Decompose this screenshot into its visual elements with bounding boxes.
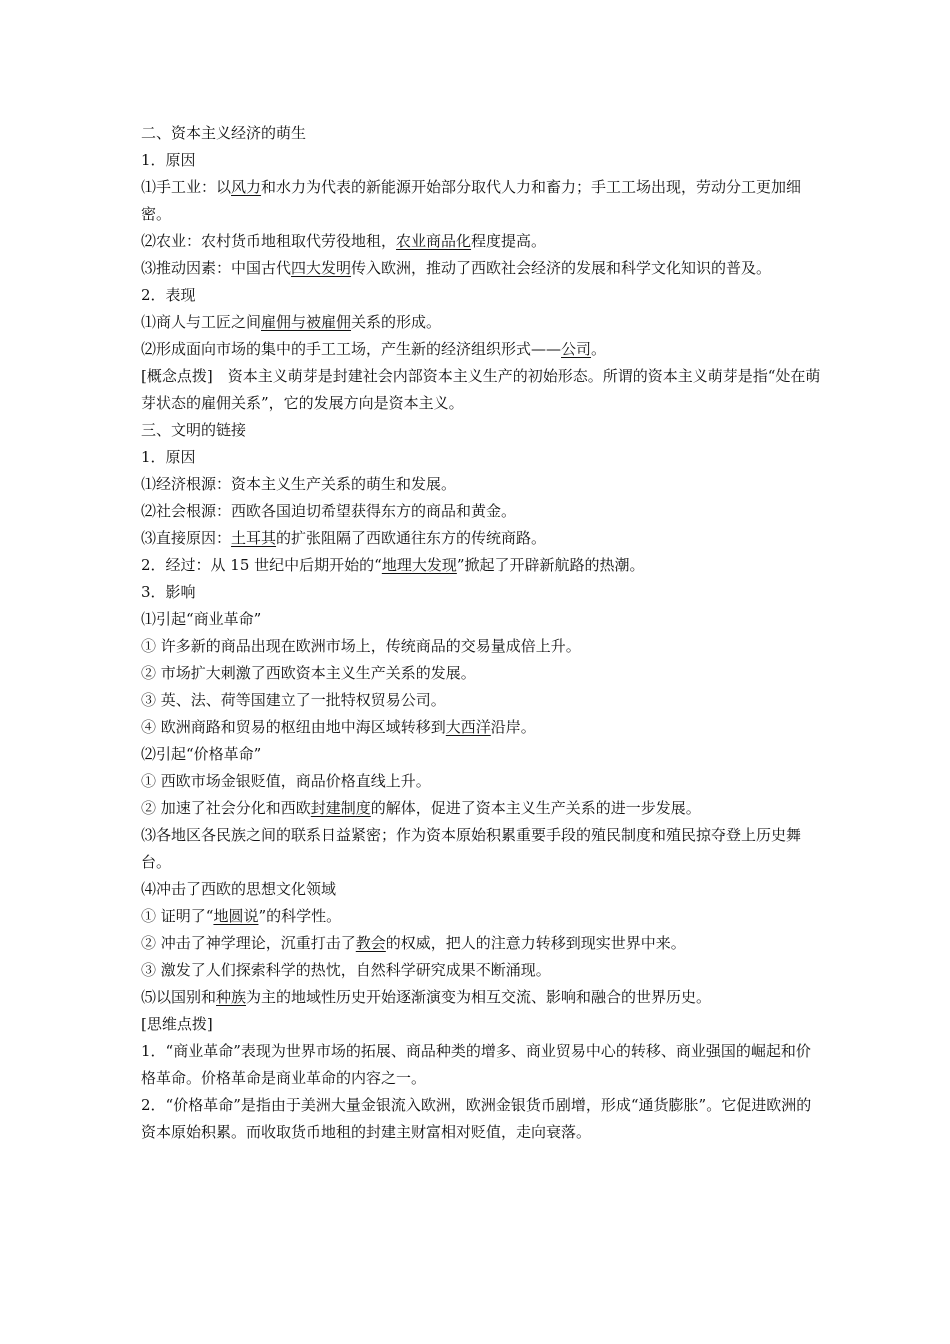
text-line [141,579,821,606]
text-line [141,984,821,1011]
text-line [141,660,821,687]
text-segment: ② 市场扩大刺激了西欧资本主义生产关系的发展。 [141,664,476,682]
text-segment: ③ 激发了人们探索科学的热忱，自然科学研究成果不断涌现。 [141,961,551,979]
text-segment: [概念点拨] 资本主义萌芽是封建社会内部资本主义生产的初始形态。所谓的资本主义萌芽是指“处在萌芽状态的雇佣关系”，它的发展方向是资本主义。 [141,367,821,412]
text-segment: ⑵社会根源：西欧各国迫切希望获得东方的商品和黄金。 [141,502,517,520]
text-segment: ⑶直接原因： [141,529,232,547]
text-segment: 的权威，把人的注意力转移到现实世界中来。 [385,934,686,952]
text-line [141,633,821,660]
text-segment: 3．影响 [141,583,196,601]
text-segment: 程度提高。 [471,232,547,250]
text-segment: ⑵形成面向市场的集中的手工工场，产生新的经济组织形式—— [141,340,562,358]
text-segment: ④ 欧洲商路和贸易的枢纽由地中海区域转移到 [141,718,446,736]
text-segment: ⑶各地区各民族之间的联系日益紧密；作为资本原始积累重要手段的殖民制度和殖民掠夺登上历史舞台。 [141,826,802,871]
text-segment: 二、资本主义经济的萌生 [141,124,307,142]
text-line [141,876,821,903]
text-line [141,525,821,552]
text-line [141,903,821,930]
text-segment: ⑵农业：农村货币地租取代劳役地租， [141,232,397,250]
text-line [141,795,821,822]
text-segment: 沿岸。 [490,718,536,736]
text-segment: ① 证明了“ [141,907,214,925]
text-line [141,444,821,471]
underlined-term: 教会 [355,934,386,952]
text-segment: ③ 英、法、荷等国建立了一批特权贸易公司。 [141,691,446,709]
text-line [141,498,821,525]
text-segment: ⑶推动因素：中国古代 [141,259,292,277]
text-line [141,552,821,579]
text-segment: 为主的地域性历史开始逐渐演变为相互交流、影响和融合的世界历史。 [246,988,712,1006]
text-line [141,930,821,957]
text-line [141,309,821,336]
document-page [141,120,821,1146]
underlined-term: 大西洋 [445,718,491,736]
text-line [141,1038,821,1092]
text-line [141,957,821,984]
text-segment: 1．原因 [141,448,196,466]
text-segment: 2．“价格革命”是指由于美洲大量金银流入欧洲，欧洲金银货币剧增，形成“通货膨胀”。它促进欧洲的资本原始积累。而收取货币地租的封建主财富相对贬值，走向衰落。 [141,1096,812,1141]
text-segment: ”的科学性。 [258,907,342,925]
underlined-term: 地理大发现 [381,556,457,574]
text-line [141,336,821,363]
text-segment: 的扩张阻隔了西欧通往东方的传统商路。 [276,529,547,547]
text-line [141,147,821,174]
text-line [141,822,821,876]
text-line [141,228,821,255]
text-segment: 三、文明的链接 [141,421,247,439]
text-line [141,714,821,741]
underlined-term: 种族 [216,988,247,1006]
text-segment: 传入欧洲，推动了西欧社会经济的发展和科学文化知识的普及。 [351,259,772,277]
text-line [141,741,821,768]
text-line [141,417,821,444]
underlined-term: 土耳其 [231,529,277,547]
text-segment: 。 [591,340,607,358]
text-segment: 1．原因 [141,151,196,169]
text-line [141,255,821,282]
text-segment: 关系的形成。 [351,313,442,331]
text-segment: ⑵引起“价格革命” [141,745,262,763]
text-segment: [思维点拨] [141,1015,213,1033]
underlined-term: 四大发明 [291,259,352,277]
text-segment: ⑴商人与工匠之间 [141,313,262,331]
text-segment: 2．表现 [141,286,196,304]
text-segment: ”掀起了开辟新航路的热潮。 [456,556,645,574]
text-line [141,471,821,498]
text-line [141,363,821,417]
text-line [141,1011,821,1038]
text-segment: 和水力为代表的新能源开始部分取代人力和畜力；手工工场出现，劳动分工更加细密。 [141,178,802,223]
underlined-term: 雇佣与被雇佣 [261,313,352,331]
text-segment: ② 冲击了神学理论，沉重打击了 [141,934,356,952]
text-line [141,687,821,714]
underlined-term: 地圆说 [213,907,259,925]
text-segment: ⑴经济根源：资本主义生产关系的萌生和发展。 [141,475,457,493]
text-line [141,768,821,795]
text-line [141,1092,821,1146]
text-segment: 1．“商业革命”表现为世界市场的拓展、商品种类的增多、商业贸易中心的转移、商业强国的崛起和价格革命。价格革命是商业革命的内容之一。 [141,1042,811,1087]
text-segment: ① 西欧市场金银贬值，商品价格直线上升。 [141,772,431,790]
underlined-term: 封建制度 [310,799,371,817]
text-segment: 2．经过：从 15 世纪中后期开始的“ [141,556,382,574]
underlined-term: 风力 [231,178,262,196]
text-line [141,282,821,309]
text-segment: ⑷冲击了西欧的思想文化领域 [141,880,337,898]
text-segment: ⑸以国别和 [141,988,217,1006]
text-line [141,174,821,228]
text-segment: ① 许多新的商品出现在欧洲市场上，传统商品的交易量成倍上升。 [141,637,581,655]
text-segment: ⑴手工业：以 [141,178,232,196]
text-segment: ② 加速了社会分化和西欧 [141,799,311,817]
underlined-term: 农业商品化 [396,232,472,250]
underlined-term: 公司 [561,340,592,358]
text-segment: 的解体，促进了资本主义生产关系的进一步发展。 [370,799,701,817]
text-segment: ⑴引起“商业革命” [141,610,262,628]
text-line [141,606,821,633]
text-line [141,120,821,147]
